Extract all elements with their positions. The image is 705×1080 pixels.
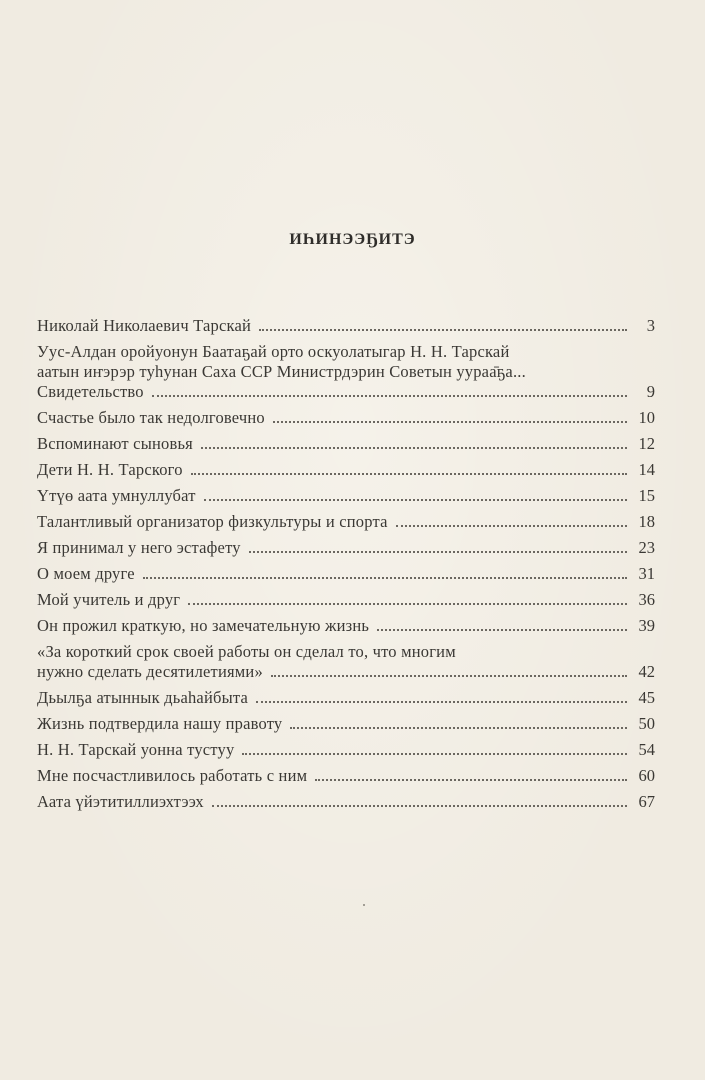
toc-entry-title: Дьылҕа атыннык дьаһайбыта: [37, 688, 248, 707]
dot-leader: [204, 499, 627, 501]
toc-page-number: 3: [646, 316, 655, 335]
dot-leader: [377, 629, 627, 631]
toc-entry-row: [37, 766, 655, 786]
toc-entry: [37, 408, 655, 428]
toc-entry: [37, 792, 655, 812]
toc-entry-title: Свидетельство: [37, 382, 144, 401]
toc-entry-title: Мне посчастливилось работать с ним: [37, 766, 308, 785]
dot-leader: [271, 675, 627, 677]
toc-entry-title-line: аатын иҥэрэр туһунан Саха ССР Министрдэрин Советын уураа̄ҕа...: [37, 362, 526, 381]
dot-leader: [256, 701, 627, 703]
toc-page-number: 67: [638, 792, 655, 811]
toc-entry-row: [37, 740, 655, 760]
toc-entry-row: [37, 408, 655, 428]
dot-leader: [152, 395, 627, 397]
toc-entry-row: [37, 460, 655, 480]
toc-entry-title: Н. Н. Тарскай уонна тустуу: [37, 740, 235, 759]
toc-entry: [37, 342, 655, 402]
toc-entry-title: Талантливый организатор физкультуры и спорта: [37, 512, 388, 531]
dot-leader: [143, 577, 627, 579]
dot-leader: [290, 727, 627, 729]
dot-leader: [273, 421, 627, 423]
dot-leader: [191, 473, 627, 475]
toc-entry: [37, 538, 655, 558]
toc-entry: [37, 740, 655, 760]
toc-entry-title: Я принимал у него эстафету: [37, 538, 241, 557]
toc-entry-title: нужно сделать десятилетиями»: [37, 662, 263, 681]
dot-leader: [249, 551, 627, 553]
toc-entry-row: [37, 538, 655, 558]
dot-leader: [201, 447, 627, 449]
contents-heading: ИҺИНЭЭҔИТЭ: [289, 231, 416, 248]
toc-entry-row: [37, 662, 655, 682]
toc-page-number: 42: [638, 662, 655, 681]
toc-entry-title-line: Уус-Алдан оройуонун Баатаҕай орто оскуолатыгар Н. Н. Тарскай: [37, 342, 510, 361]
toc-page-number: 12: [638, 434, 655, 453]
toc-page-number: 15: [638, 486, 655, 505]
toc-entry: [37, 616, 655, 636]
toc-entry: [37, 590, 655, 610]
toc-entry-title: Мой учитель и друг: [37, 590, 181, 609]
toc-page-number: 45: [638, 688, 655, 707]
dot-leader: [259, 329, 627, 331]
toc-entry-title: Аата үйэтитиллиэхтээх: [37, 792, 204, 811]
toc-page-number: 39: [638, 616, 655, 635]
toc-page-number: 18: [638, 512, 655, 531]
toc-entry-row: [37, 616, 655, 636]
toc-entry: [37, 512, 655, 532]
toc-entry: [37, 460, 655, 480]
toc-entry-row: [37, 792, 655, 812]
toc-entry-title: Он прожил краткую, но замечательную жизнь: [37, 616, 370, 635]
print-speck: [363, 904, 365, 906]
toc-entry-row: [37, 382, 655, 402]
dot-leader: [212, 805, 627, 807]
toc-entry-title-line: «За короткий срок своей работы он сделал то, что многим: [37, 642, 456, 661]
table-of-contents: [37, 316, 655, 818]
toc-entry-row: [37, 512, 655, 532]
toc-entry-row: [37, 486, 655, 506]
toc-entry: [37, 688, 655, 708]
toc-page-number: 50: [638, 714, 655, 733]
toc-entry-row: [37, 564, 655, 584]
toc-page-number: 23: [638, 538, 655, 557]
toc-entry: [37, 434, 655, 454]
toc-entry-title: О моем друге: [37, 564, 135, 583]
toc-page-number: 14: [638, 460, 655, 479]
toc-entry-title: Үтүө аата умнуллубат: [37, 486, 196, 505]
toc-entry-row: [37, 714, 655, 734]
toc-entry-row: [37, 434, 655, 454]
toc-page-number: 36: [638, 590, 655, 609]
toc-page-number: 54: [638, 740, 655, 759]
toc-entry-row: [37, 316, 655, 336]
toc-entry-title: Дети Н. Н. Тарского: [37, 460, 183, 479]
toc-entry-title: Николай Николаевич Тарскай: [37, 316, 252, 335]
toc-entry-row: [37, 688, 655, 708]
dot-leader: [315, 779, 627, 781]
toc-entry-title: Вспоминают сыновья: [37, 434, 193, 453]
toc-entry: [37, 316, 655, 336]
toc-entry-title: Жизнь подтвердила нашу правоту: [37, 714, 283, 733]
toc-page-number: 9: [646, 382, 655, 401]
dot-leader: [242, 753, 627, 755]
toc-entry: [37, 714, 655, 734]
toc-page-number: 31: [638, 564, 655, 583]
toc-entry: [37, 486, 655, 506]
dot-leader: [396, 525, 627, 527]
toc-entry-title: Счастье было так недолговечно: [37, 408, 265, 427]
toc-entry: [37, 766, 655, 786]
toc-page-number: 60: [638, 766, 655, 785]
toc-entry: [37, 642, 655, 682]
toc-entry: [37, 564, 655, 584]
toc-entry-row: [37, 590, 655, 610]
toc-page-number: 10: [638, 408, 655, 427]
dot-leader: [188, 603, 627, 605]
